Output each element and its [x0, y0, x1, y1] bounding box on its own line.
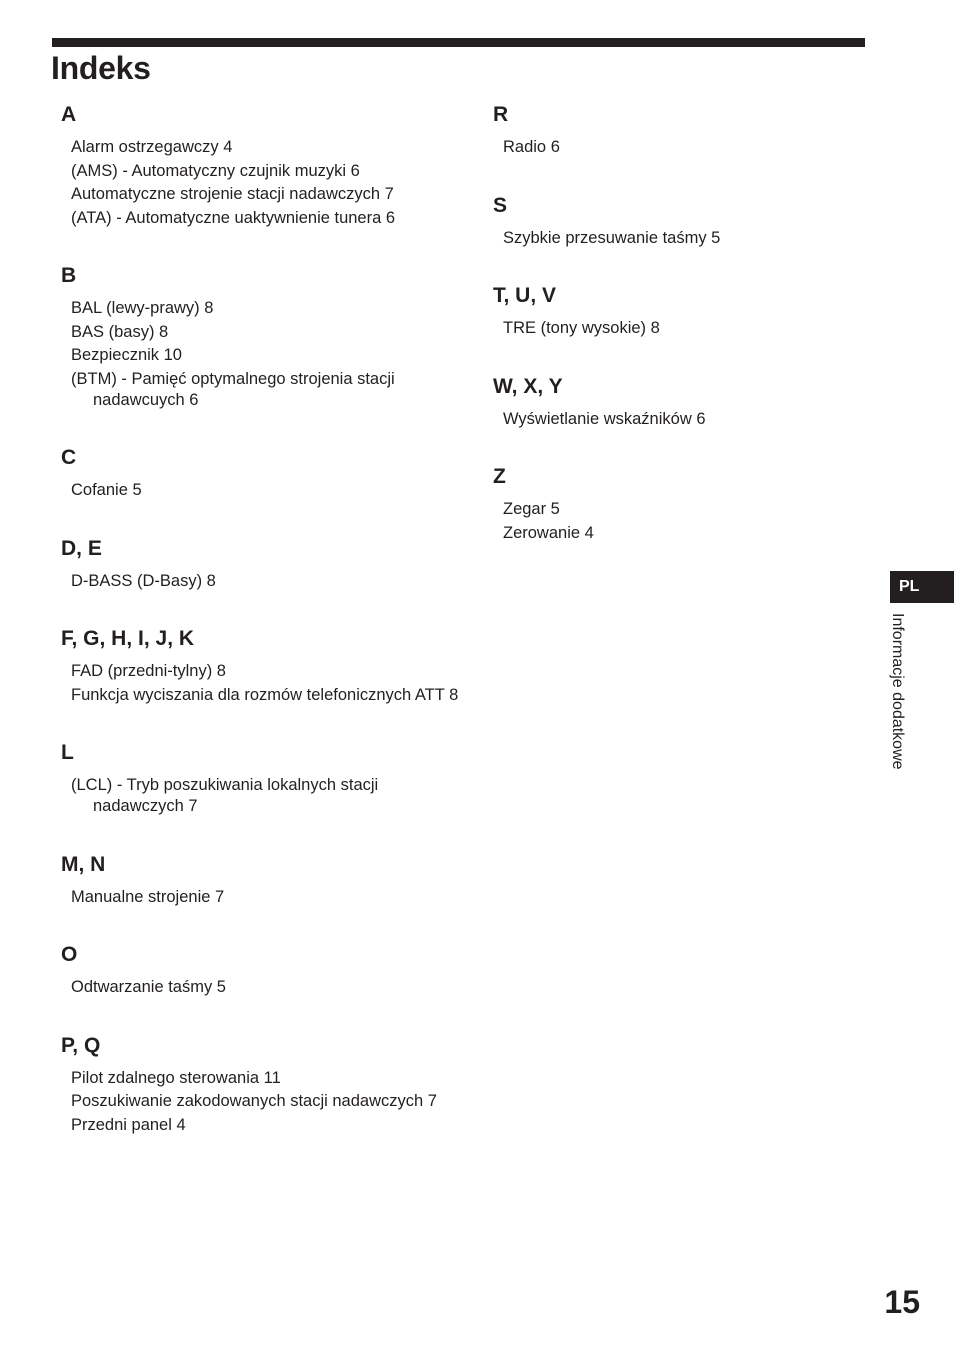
index-entry-list [493, 318, 873, 339]
index-section [61, 624, 461, 706]
index-letter-heading: M, N [61, 852, 106, 876]
index-entry: Poszukiwanie zakodowanych stacji nadawczych 7 [71, 1092, 437, 1110]
index-entry-list [61, 137, 461, 229]
index-entry: D-BASS (D-Basy) 8 [71, 571, 216, 590]
index-letter-heading: A [61, 103, 77, 126]
index-entry-list [61, 1068, 461, 1136]
index-letter-heading: S [493, 193, 508, 217]
language-tab: PL [890, 571, 954, 603]
index-entry: BAS (basy) 8 [71, 322, 169, 341]
index-entry: Odtwarzanie taśmy 5 [71, 978, 226, 996]
section-gap [61, 820, 461, 850]
section-gap [493, 251, 873, 281]
index-entry: Szybkie przesuwanie taśmy 5 [503, 228, 721, 247]
index-letter-heading: D, E [61, 536, 102, 560]
index-entry-list [61, 887, 461, 908]
section-gap [61, 1001, 461, 1031]
index-entry: Wyświetlanie wskaźników 6 [503, 409, 706, 428]
section-gap [61, 504, 461, 534]
page-number: 15 [884, 1284, 920, 1320]
index-entry: Radio 6 [503, 138, 560, 156]
index-entry: Pilot zdalnego sterowania 11 [71, 1068, 281, 1087]
index-section [61, 940, 461, 998]
index-entry: Cofanie 5 [71, 481, 142, 499]
index-letter-heading: Z [493, 465, 506, 488]
index-section [61, 100, 461, 229]
index-entry: Bezpiecznik 10 [71, 346, 182, 364]
index-entry-list [493, 137, 873, 158]
index-entry: BAL (lewy-prawy) 8 [71, 299, 214, 317]
index-entry: Zegar 5 [503, 500, 560, 518]
index-section [493, 191, 873, 249]
index-entry: (ATA) - Automatyczne uaktywnienie tunera 6 [71, 208, 396, 227]
index-section [493, 100, 873, 158]
index-entry: (LCL) - Tryb poszukiwania lokalnych stacji nadawczych 7 [71, 776, 379, 815]
index-section [61, 1031, 461, 1136]
section-gap [61, 413, 461, 443]
index-entry: TRE (tony wysokie) 8 [503, 319, 660, 337]
section-side-label: Informacje dodatkowe [889, 613, 906, 770]
section-gap [61, 594, 461, 624]
index-section [61, 443, 461, 501]
index-section [61, 850, 461, 908]
index-entry: Alarm ostrzegawczy 4 [71, 138, 233, 156]
index-entry-list [61, 977, 461, 998]
index-letter-heading: W, X, Y [493, 374, 563, 398]
index-entry-list [493, 499, 873, 544]
index-entry-list [61, 298, 461, 411]
index-letter-heading: T, U, V [493, 284, 557, 307]
index-column-left [61, 100, 461, 1138]
index-entry-list [493, 409, 873, 430]
index-section [61, 738, 461, 817]
section-gap [493, 432, 873, 462]
index-entry: Automatyczne strojenie stacji nadawczych 7 [71, 185, 394, 203]
index-letter-heading: C [61, 446, 77, 469]
index-section [61, 534, 461, 592]
index-entry: Manualne strojenie 7 [71, 887, 225, 906]
index-entry-list [493, 228, 873, 249]
index-entry: FAD (przedni-tylny) 8 [71, 662, 226, 680]
section-gap [61, 910, 461, 940]
index-letter-heading: B [61, 264, 77, 287]
index-letter-heading: F, G, H, I, J, K [61, 627, 195, 650]
top-rule [52, 38, 865, 47]
index-entry: (AMS) - Automatyczny czujnik muzyki 6 [71, 161, 360, 180]
index-entry-list [61, 480, 461, 501]
index-entry-list [61, 571, 461, 592]
page-title: Indeks [51, 50, 151, 86]
section-gap [61, 708, 461, 738]
section-gap [61, 231, 461, 261]
index-section [493, 462, 873, 544]
index-letter-heading: O [61, 943, 78, 966]
section-gap [493, 161, 873, 191]
index-letter-heading: P, Q [61, 1033, 101, 1057]
index-column-right [493, 100, 873, 546]
index-entry: (BTM) - Pamięć optymalnego strojenia stacji nadawcuych 6 [71, 369, 395, 409]
index-entry: Funkcja wyciszania dla rozmów telefonicznych ATT 8 [71, 685, 459, 704]
index-entry-list [61, 775, 461, 817]
index-section [61, 261, 461, 411]
index-entry: Przedni panel 4 [71, 1115, 186, 1134]
index-entry: Zerowanie 4 [503, 523, 594, 542]
index-letter-heading: R [493, 103, 509, 126]
index-letter-heading: L [61, 741, 74, 764]
index-section [493, 372, 873, 430]
index-entry-list [61, 661, 461, 706]
section-gap [493, 342, 873, 372]
index-section [493, 281, 873, 339]
